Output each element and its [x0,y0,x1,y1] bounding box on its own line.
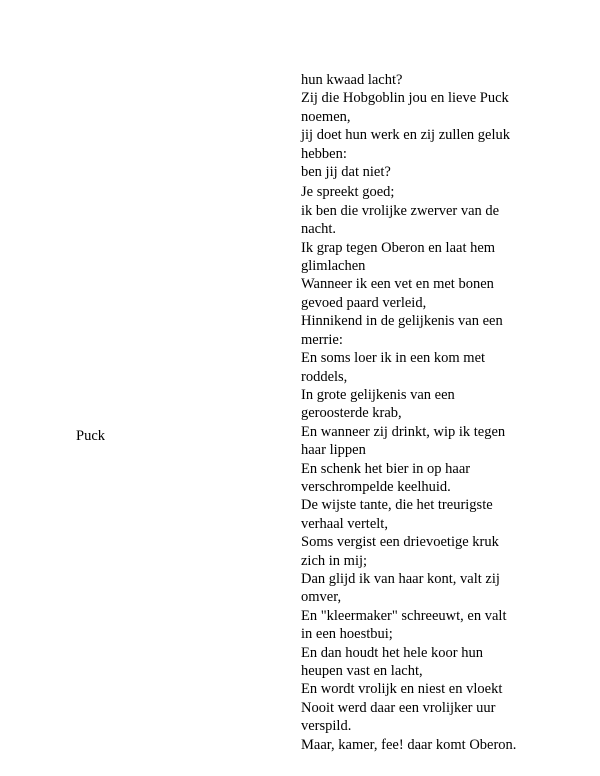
speech-line: omver, [301,589,342,606]
speech-line: roddels, [301,368,348,385]
speech-line: Maar, kamer, fee! daar komt Oberon. [301,736,517,753]
speech-line: Hinnikend in de gelijkenis van een [301,313,503,330]
speech-line: heupen vast en lacht, [301,663,423,679]
speech-line: De wijste tante, die het treurigste [301,497,493,514]
speech-line: Wanneer ik een vet en met bonen [301,276,494,293]
speech-line: En dan houdt het hele koor hun [301,644,484,661]
speech-line: ben jij dat niet? [301,164,391,181]
speech-line: geroosterde krab, [301,405,402,422]
speaker-name: Puck [76,428,105,444]
speech-line: verschrompelde keelhuid. [301,478,451,495]
speech-line: En wordt vrolijk en niest en vloekt [301,681,503,698]
speech-line: En wanneer zij drinkt, wip ik tegen [301,423,506,440]
speech-line: Ik grap tegen Oberon en laat hem [301,239,496,256]
speech-text [301,71,541,754]
speech-line: En "kleermaker" schreeuwt, en valt [301,607,507,624]
speech-line: haar lippen [301,442,366,459]
speech-line: Nooit werd daar een vrolijker uur [301,699,496,716]
speech-line: Dan glijd ik van haar kont, valt zij [301,570,500,587]
speech-line: En schenk het bier in op haar [301,460,471,477]
speech-line: In grote gelijkenis van een [301,386,455,403]
speech-block-2 [301,183,541,754]
speech-line: jij doet hun werk en zij zullen geluk [301,127,510,144]
speech-line: verhaal vertelt, [301,515,388,532]
speech-line: hebben: [301,145,347,162]
speech-line: gevoed paard verleid, [301,294,427,311]
speech-line: Zij die Hobgoblin jou en lieve Puck [301,90,509,107]
speech-line: nacht. [301,221,337,238]
speech-line: noemen, [301,108,351,125]
speech-line: verspild. [301,718,352,735]
speech-line: Je spreekt goed; [301,184,395,201]
speech-line: hun kwaad lacht? [301,72,403,88]
speech-line: in een hoestbui; [301,626,393,643]
speech-block-1 [301,71,541,181]
speech-line: zich in mij; [301,552,368,569]
speech-line: glimlachen [301,258,366,275]
speech-line: ik ben die vrolijke zwerver van de [301,202,500,219]
speech-line: merrie: [301,331,343,348]
speech-line: En soms loer ik in een kom met [301,350,486,367]
speech-line: Soms vergist een drievoetige kruk [301,534,499,551]
